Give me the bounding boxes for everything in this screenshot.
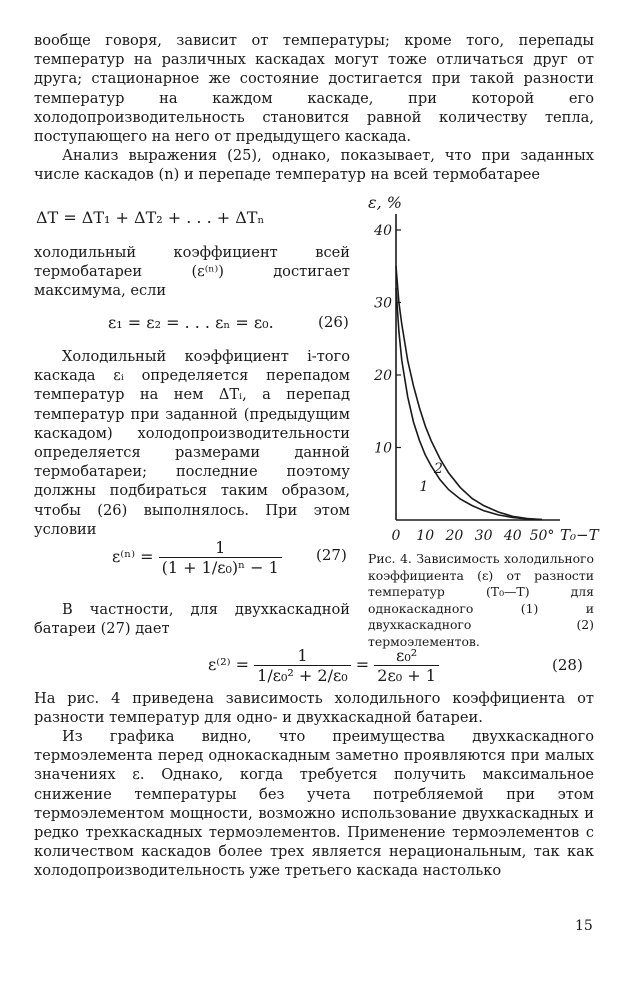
x-tick-label: 30 bbox=[474, 528, 493, 544]
x-tick-label: 0 bbox=[391, 528, 401, 544]
paragraph-7: Из графика видно, что преимущества двухкаскадного термоэлемента перед однокаскадным заметно проявляются при малых значениях ε. Однако, когда требуется получить максимальное снижение температуры без учета потребляемой при этом термоэлементом мощности, возможно использование двухкаскадных и редко трехкаскадных термоэлементов. Применение термоэлементов с количеством каскадов более трех является нерациональным, так как холодопроизводительность уже третьего каскада настолько bbox=[34, 728, 594, 880]
x-tick-label: 20 bbox=[445, 528, 464, 544]
chart-axes bbox=[396, 214, 560, 520]
chart-curves bbox=[396, 266, 542, 519]
figure-4-chart bbox=[352, 192, 602, 544]
series-label-1: 1 bbox=[419, 479, 429, 495]
paragraph-4: Холодильный коэффициент i-того каскада εᵢ определяется перепадом температур на нем ΔTᵢ, а перепад температур при заданной (предыдущим каскадом) холодопроизводительности определяется размерами данной термобатареи; последние поэтому должны подбираться таким образом, чтобы (26) выполнялось. При этом условии bbox=[34, 348, 350, 538]
figure-caption: Рис. 4. Зависимость холодильного коэффициента (ε) от разности температур (T₀—T) для однокаскадного (1) и двухкаскадного (2) термоэлементов. bbox=[368, 551, 594, 649]
paragraph-6: На рис. 4 приведена зависимость холодильного коэффициента от разности температур для одно- и двухкаскадной батареи. bbox=[34, 690, 594, 727]
series-line-2 bbox=[396, 266, 542, 519]
y-tick-label: 10 bbox=[374, 440, 392, 457]
formula-27-numerator: 1 bbox=[159, 538, 282, 558]
formula-27 bbox=[112, 538, 282, 577]
formula-28-fraction-1 bbox=[254, 646, 351, 685]
x-tick-label: 50° bbox=[529, 528, 555, 544]
formula-28-numerator-1: 1 bbox=[254, 646, 351, 666]
paragraph-5: В частности, для двухкаскадной батареи (27) дает bbox=[34, 601, 350, 638]
formula-28-denominator-2: 2ε₀ + 1 bbox=[377, 666, 436, 685]
formula-26: ε₁ = ε₂ = . . . εₙ = ε₀. bbox=[108, 313, 274, 332]
y-axis-label: ε, % bbox=[368, 193, 402, 212]
formula-28-numerator-2: ε₀² bbox=[374, 646, 439, 666]
formula-delta-t: ΔT = ΔT₁ + ΔT₂ + . . . + ΔTₙ bbox=[36, 208, 265, 227]
formula-27-fraction bbox=[159, 538, 282, 577]
formula-27-denominator: (1 + 1/ε₀)ⁿ − 1 bbox=[161, 558, 279, 577]
formula-27-lhs: ε⁽ⁿ⁾ = bbox=[112, 547, 154, 566]
formula-28-denominator-1: 1/ε₀² + 2/ε₀ bbox=[257, 666, 348, 685]
formula-28-fraction-2 bbox=[374, 646, 439, 685]
y-tick-label: 40 bbox=[374, 223, 392, 239]
paragraph-2: Анализ выражения (25), однако, показывает, что при заданных числе каскадов (n) и перепаде температур на всей термобатарее bbox=[34, 147, 594, 184]
x-axis-label: T₀−T bbox=[560, 526, 599, 544]
formula-28: ε⁽²⁾ = $\frac{1}{\text{1/ε₀² + 2/ε₀}}$ = $\frac{\text{ε₀²}}{\text{2ε₀ + 1}}$ bbox=[208, 646, 439, 685]
formula-28-lhs: ε⁽²⁾ = bbox=[208, 655, 250, 674]
paragraph-3: холодильный коэффициент всей термобатареи (ε⁽ⁿ⁾) достигает максимума, если bbox=[34, 244, 350, 300]
x-tick-label: 40 bbox=[503, 528, 522, 544]
equation-number-27: (27) bbox=[316, 546, 347, 564]
x-tick-label: 10 bbox=[416, 528, 435, 544]
series-label-2: 2 bbox=[433, 460, 443, 477]
equation-number-28: (28) bbox=[552, 656, 583, 674]
y-tick-label: 20 bbox=[374, 368, 392, 384]
page-number: 15 bbox=[575, 918, 593, 934]
equation-number-26: (26) bbox=[318, 313, 349, 331]
y-tick-label: 30 bbox=[374, 295, 392, 312]
chart-ticks bbox=[373, 223, 554, 544]
paragraph-1: вообще говоря, зависит от температуры; кроме того, перепады температур на различных каскадах могут тоже отличаться друг от друга; стационарное же состояние достигается при такой разности температур на каждом каскаде, при которой его холодопроизводительность становится равной количеству тепла, поступающего на него от предыдущего каскада. bbox=[34, 32, 594, 146]
